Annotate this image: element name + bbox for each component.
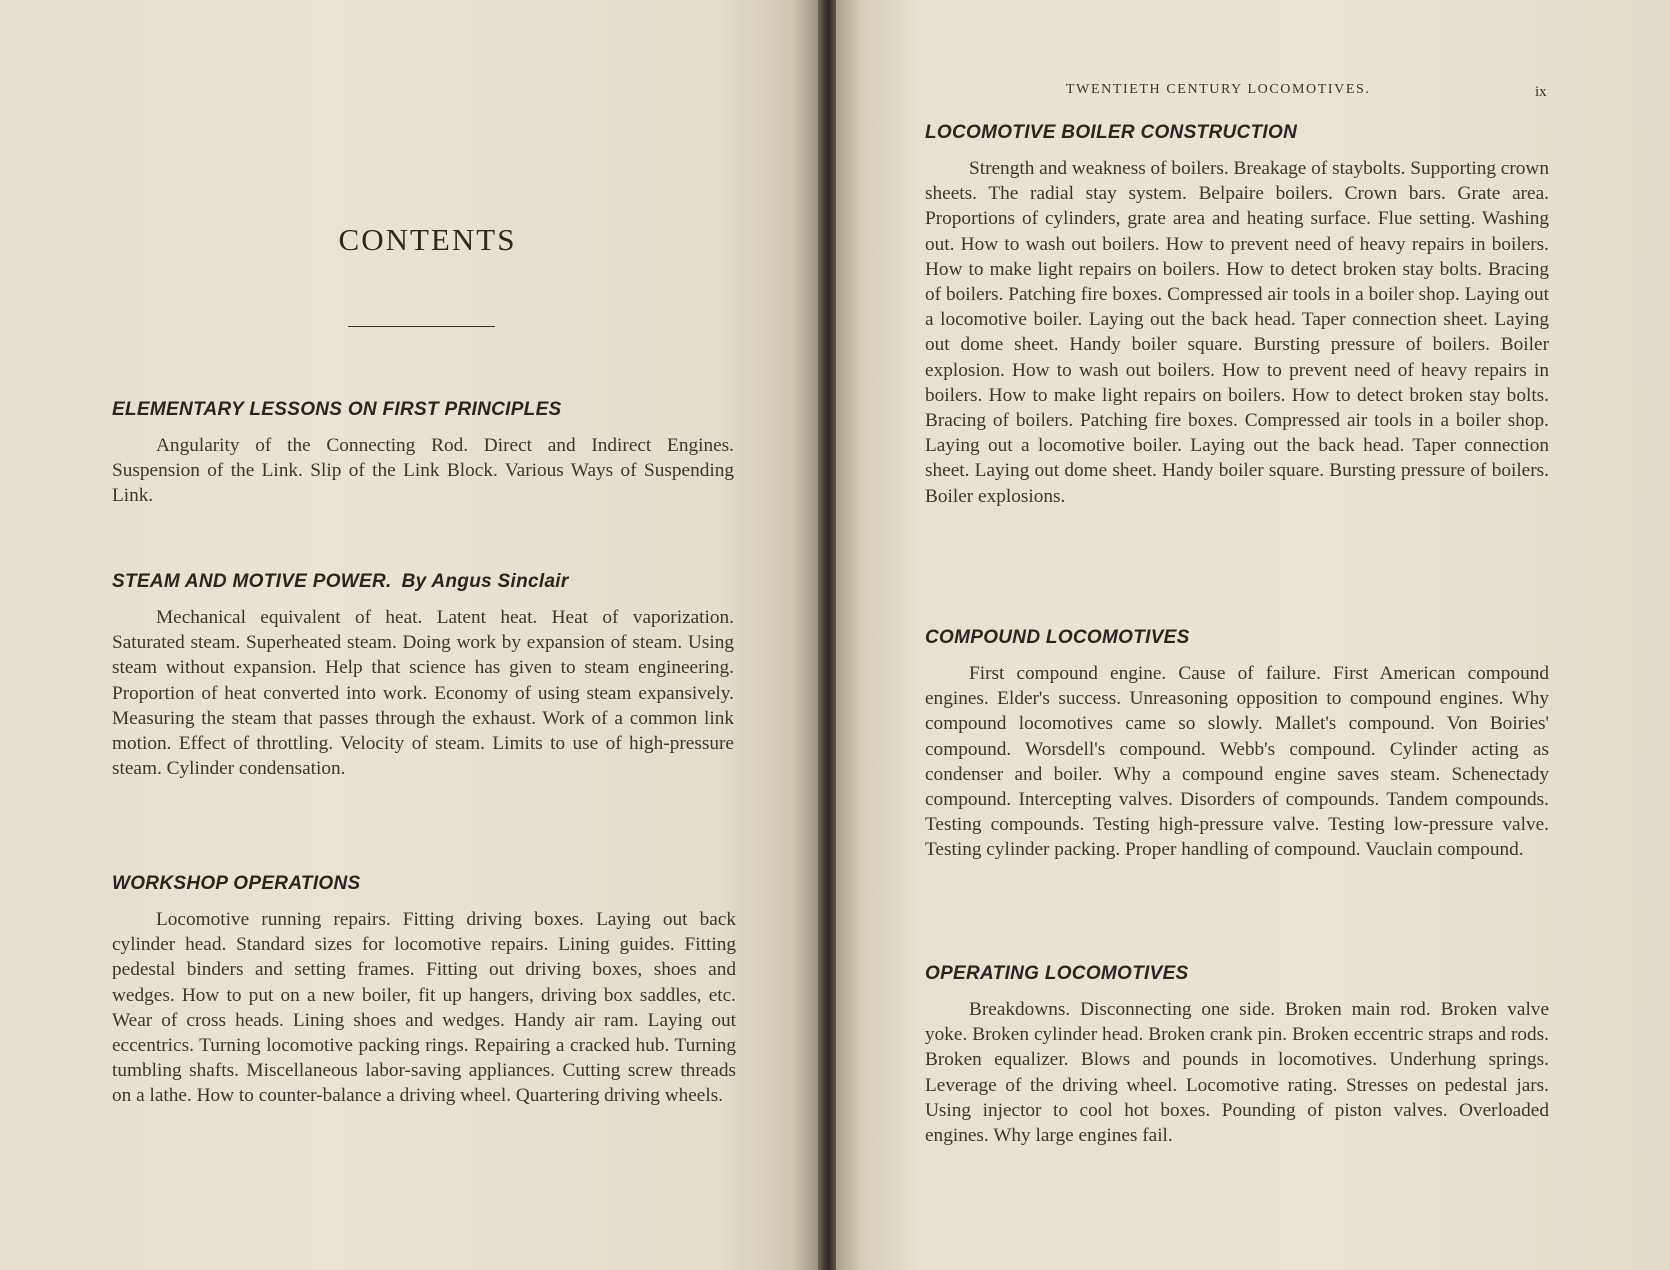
page-number: ix [1535,84,1547,100]
book-gutter [818,0,836,1270]
section-heading: LOCOMOTIVE BOILER CONSTRUCTION [925,122,1298,143]
section-body: Breakdowns. Disconnecting one side. Broken main rod. Broken valve yoke. Broken cylinder head. Broken crank pin. Broken eccentric straps and rods. Broken equalizer. Blows and pounds in locomotives. Underhung springs. Leverage of the driving wheel. Locomotive rating. Stresses on pedestal jars. Using injector to cool hot boxes. Pounding of piston valves. Overloaded engines. Why large engines fail. [925,999,1549,1147]
section-heading: ELEMENTARY LESSONS ON FIRST PRINCIPLES [112,399,562,420]
title-divider [348,326,495,327]
section-heading-title: STEAM AND MOTIVE POWER. [112,571,392,592]
section-body: Strength and weakness of boilers. Breakage of staybolts. Supporting crown sheets. The radial stay system. Belpaire boilers. Crown bars. Grate area. Proportions of cylinders, grate area and heating surface. Flue setting. Washing out. How to wash out boilers. How to prevent need of heavy repairs in boilers. How to make light repairs on boilers. How to detect broken stay bolts. Bracing of boilers. Patching fire boxes. Compressed air tools in a boiler shop. Laying out a locomotive boiler. Laying out the back head. Taper connection sheet. Laying out dome sheet. Handy boiler square. Bursting pressure of boilers. Boiler explosion. How to wash out boilers. How to prevent need of heavy repairs in boilers. How to make light repairs on boilers. How to detect broken stay bolts. Bracing of boilers. Patching fire boxes. Compressed air tools in a boiler shop. Laying out a locomotive boiler. Laying out the back head. Taper connection sheet. Laying out dome sheet. Handy boiler square. Bursting pressure of boilers. Boiler explosions. [925,158,1549,507]
section-elementary-lessons [112,399,734,509]
section-compound-locomotives [925,627,1549,863]
section-steam-motive-power [112,571,734,781]
section-body: First compound engine. Cause of failure. First American compound engines. Elder's success. Unreasoning opposition to compound engines. Why compound locomotives came so slowly. Mallet's compound. Von Boiries' compound. Worsdell's compound. Webb's compound. Cylinder acting as condenser and boiler. Why a compound engine saves steam. Schenectady compound. Intercepting valves. Disorders of compounds. Tandem compounds. Testing compounds. Testing high-pressure valve. Testing low-pressure valve. Testing cylinder packing. Proper handling of compound. Vauclain compound. [925,663,1549,861]
section-body: Angularity of the Connecting Rod. Direct and Indirect Engines. Suspension of the Link. Slip of the Link Block. Various Ways of Suspending Link. [112,435,734,507]
section-heading: COMPOUND LOCOMOTIVES [925,627,1190,648]
section-body: Locomotive running repairs. Fitting driving boxes. Laying out back cylinder head. Standard sizes for locomotive repairs. Lining guides. Fitting pedestal binders and setting frames. Fitting out driving boxes, shoes and wedges. How to put on a new boiler, fit up hangers, driving box saddles, etc. Wear of cross heads. Lining shoes and wedges. Handy air ram. Laying out eccentrics. Turning locomotive packing rings. Repairing a cracked hub. Turning tumbling shafts. Miscellaneous labor-saving appliances. Cutting screw threads on a lathe. How to counter-balance a driving wheel. Quartering driving wheels. [112,909,736,1107]
section-body: Mechanical equivalent of heat. Latent heat. Heat of vaporization. Saturated steam. Superheated steam. Doing work by expansion of steam. Using steam without expansion. Help that science has given to steam engineering. Proportion of heat converted into work. Economy of using steam expansively. Measuring the steam that passes through the exhaust. Work of a common link motion. Effect of throttling. Velocity of steam. Limits to use of high-pressure steam. Cylinder condensation. [112,607,734,780]
section-heading: WORKSHOP OPERATIONS [112,873,361,894]
section-heading: OPERATING LOCOMOTIVES [925,963,1189,984]
section-workshop-operations [112,873,736,1109]
running-head: TWENTIETH CENTURY LOCOMOTIVES. [1066,82,1371,97]
section-operating-locomotives [925,963,1549,1148]
contents-title: CONTENTS [338,222,517,257]
section-byline: By Angus Sinclair [401,571,569,592]
section-boiler-construction [925,122,1549,509]
section-heading [112,571,734,593]
